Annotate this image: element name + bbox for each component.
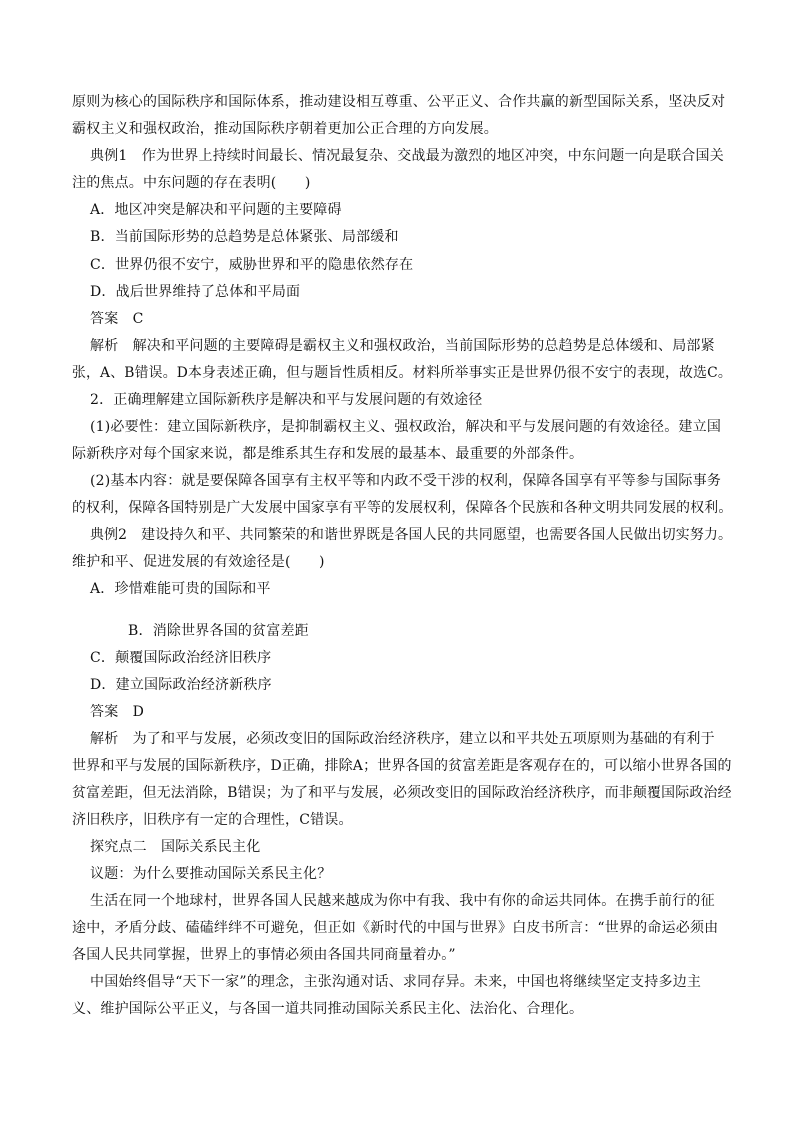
example-heading: 典例2 建设持久和平、共同繁荣的和谐世界既是各国人民的共同愿望，也需要各国人民做出切实努力。 xyxy=(90,527,733,543)
option-a: A．珍惜难能可贵的国际和平 xyxy=(90,581,271,597)
text-line: 济旧秩序，旧秩序有一定的合理性，C错误。 xyxy=(72,812,353,828)
option-d: D．建立国际政治经济新秩序 xyxy=(90,677,272,693)
paragraph: 中国始终倡导“天下一家”的理念，主张沟通对话、求同存异。未来，中国也将继续坚定支持多边主 xyxy=(90,974,702,990)
option-b: B．当前国际形势的总趋势是总体紧张、局部缓和 xyxy=(90,229,399,245)
option-b: B．消除世界各国的贫富差距 xyxy=(128,623,309,639)
text-line: 霸权主义和强权政治，推动国际秩序朝着更加公正合理的方向发展。 xyxy=(72,121,498,137)
topic-line: 议题：为什么要推动国际关系民主化？ xyxy=(90,866,332,882)
text-line: 原则为核心的国际秩序和国际体系，推动建设相互尊重、公平正义、合作共赢的新型国际关系，坚决反对 xyxy=(72,94,726,110)
paragraph: (1)必要性：建立国际新秩序，是抑制霸权主义、强权政治，解决和平与发展问题的有效途径。建立国 xyxy=(90,419,722,435)
option-a: A．地区冲突是解决和平问题的主要障碍 xyxy=(90,202,342,218)
section-heading: 探究点二 国际关系民主化 xyxy=(90,839,261,855)
option-d: D．战后世界维持了总体和平局面 xyxy=(90,284,301,300)
paragraph: (2)基本内容：就是要保障各国享有主权平等和内政不受干涉的权利，保障各国享有平等参与国际事务 xyxy=(90,473,722,489)
section-heading: 2．正确理解建立国际新秩序是解决和平与发展问题的有效途径 xyxy=(90,392,483,408)
paragraph: 生活在同一个地球村，世界各国人民越来越成为你中有我、我中有你的命运共同体。在携手前行的征 xyxy=(90,893,715,909)
answer: 答案 D xyxy=(90,704,145,720)
text-line: 各国人民共同掌握，世界上的事情必须由各国共同商量着办。” xyxy=(72,947,456,963)
option-c: C．颠覆国际政治经济旧秩序 xyxy=(90,650,272,666)
text-line: 的权利，保障各国特别是广大发展中国家享有平等的发展权利，保障各个民族和各种文明共同发展的权利。 xyxy=(72,500,733,516)
text-line: 世界和平与发展的国际新秩序，D正确，排除A；世界各国的贫富差距是客观存在的，可以缩小世界各国的 xyxy=(72,758,732,774)
analysis: 解析 为了和平与发展，必须改变旧的国际政治经济秩序，建立以和平共处五项原则为基础的有利于 xyxy=(90,731,715,747)
answer: 答案 C xyxy=(90,311,144,327)
example-heading: 典例1 作为世界上持续时间最长、情况最复杂、交战最为激烈的地区冲突，中东问题一向是联合国关 xyxy=(90,148,724,164)
analysis: 解析 解决和平问题的主要障碍是霸权主义和强权政治，当前国际形势的总趋势是总体缓和、局部紧 xyxy=(90,338,715,354)
text-line: 义、维护国际公平正义，与各国一道共同推动国际关系民主化、法治化、合理化。 xyxy=(72,1001,584,1017)
text-line: 注的焦点。中东问题的存在表明( ) xyxy=(72,175,311,191)
text-line: 张，A、B错误。D本身表述正确，但与题旨性质相反。材料所举事实正是世界仍很不安宁的表现，故选C。 xyxy=(72,365,732,381)
option-c: C．世界仍很不安宁，威胁世界和平的隐患依然存在 xyxy=(90,257,414,273)
text-line: 维护和平、促进发展的有效途径是( ) xyxy=(72,554,325,570)
text-line: 际新秩序对每个国家来说，都是维系其生存和发展的最基本、最重要的外部条件。 xyxy=(72,446,584,462)
text-line: 途中，矛盾分歧、磕磕绊绊不可避免，但正如《新时代的中国与世界》白皮书所言：“世界的命运必须由 xyxy=(72,920,719,936)
text-line: 贫富差距，但无法消除，B错误；为了和平与发展，必须改变旧的国际政治经济秩序，而非颠覆国际政治经 xyxy=(72,785,732,801)
